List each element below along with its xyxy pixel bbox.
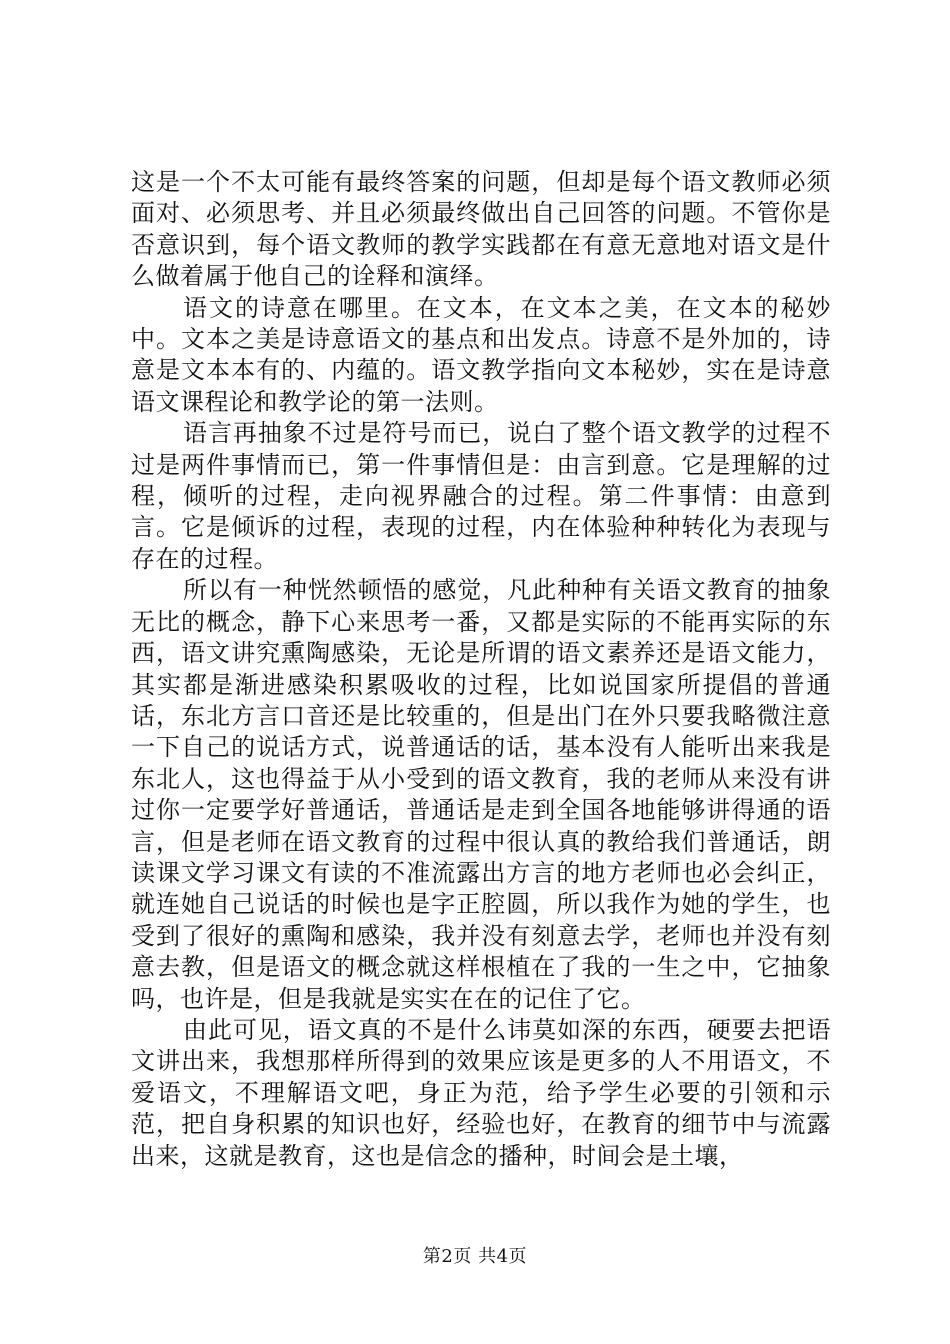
page-number-footer: 第2页 共4页 <box>422 1246 528 1267</box>
document-body <box>131 167 831 1172</box>
paragraph-5: 由此可见，语文真的不是什么讳莫如深的东西，硬要去把语文讲出来，我想那样所得到的效果应该是更多的人不用语文，不爱语文，不理解语文吧，身正为范，给予学生必要的引领和示范，把自身积累的知识也好，经验也好，在教育的细节中与流露出来，这就是教育，这也是信念的播种，时间会是土壤， <box>131 1015 831 1170</box>
paragraph-1: 这是一个不太可能有最终答案的问题，但却是每个语文教师必须面对、必须思考、并且必须最终做出自己回答的问题。不管你是否意识到，每个语文教师的教学实践都在有意无意地对语文是什么做着属于他自己的诠释和演绎。 <box>131 168 831 291</box>
paragraph-4: 所以有一种恍然顿悟的感觉，凡此种种有关语文教育的抽象无比的概念，静下心来思考一番，又都是实际的不能再实际的东西，语文讲究熏陶感染，无论是所谓的语文素养还是语文能力，其实都是渐进感染积累吸收的过程，比如说国家所提倡的普通话，东北方言口音还是比较重的，但是出门在外只要我略微注意一下自己的说话方式，说普通话的话，基本没有人能听出来我是东北人，这也得益于从小受到的语文教育，我的老师从来没有讲过你一定要学好普通话，普通话是走到全国各地能够讲得通的语言，但是老师在语文教育的过程中很认真的教给我们普通话，朗读课文学习课文有读的不准流露出方言的地方老师也必会纠正，就连她自己说话的时候也是字正腔圆，所以我作为她的学生，也受到了很好的熏陶和感染，我并没有刻意去学，老师也并没有刻意去教，但是语文的概念就这样根植在了我的一生之中，它抽象吗，也许是，但是我就是实实在在的记住了它。 <box>131 576 831 1013</box>
paragraph-2: 语文的诗意在哪里。在文本，在文本之美，在文本的秘妙中。文本之美是诗意语文的基点和出发点。诗意不是外加的，诗意是文本本有的、内蕴的。语文教学指向文本秘妙，实在是诗意语文课程论和教学论的第一法则。 <box>131 293 831 416</box>
paragraph-3: 语言再抽象不过是符号而已，说白了整个语文教学的过程不过是两件事情而已，第一件事情但是：由言到意。它是理解的过程，倾听的过程，走向视界融合的过程。第二件事情：由意到言。它是倾诉的过程，表现的过程，内在体验种种转化为表现与存在的过程。 <box>131 419 831 573</box>
